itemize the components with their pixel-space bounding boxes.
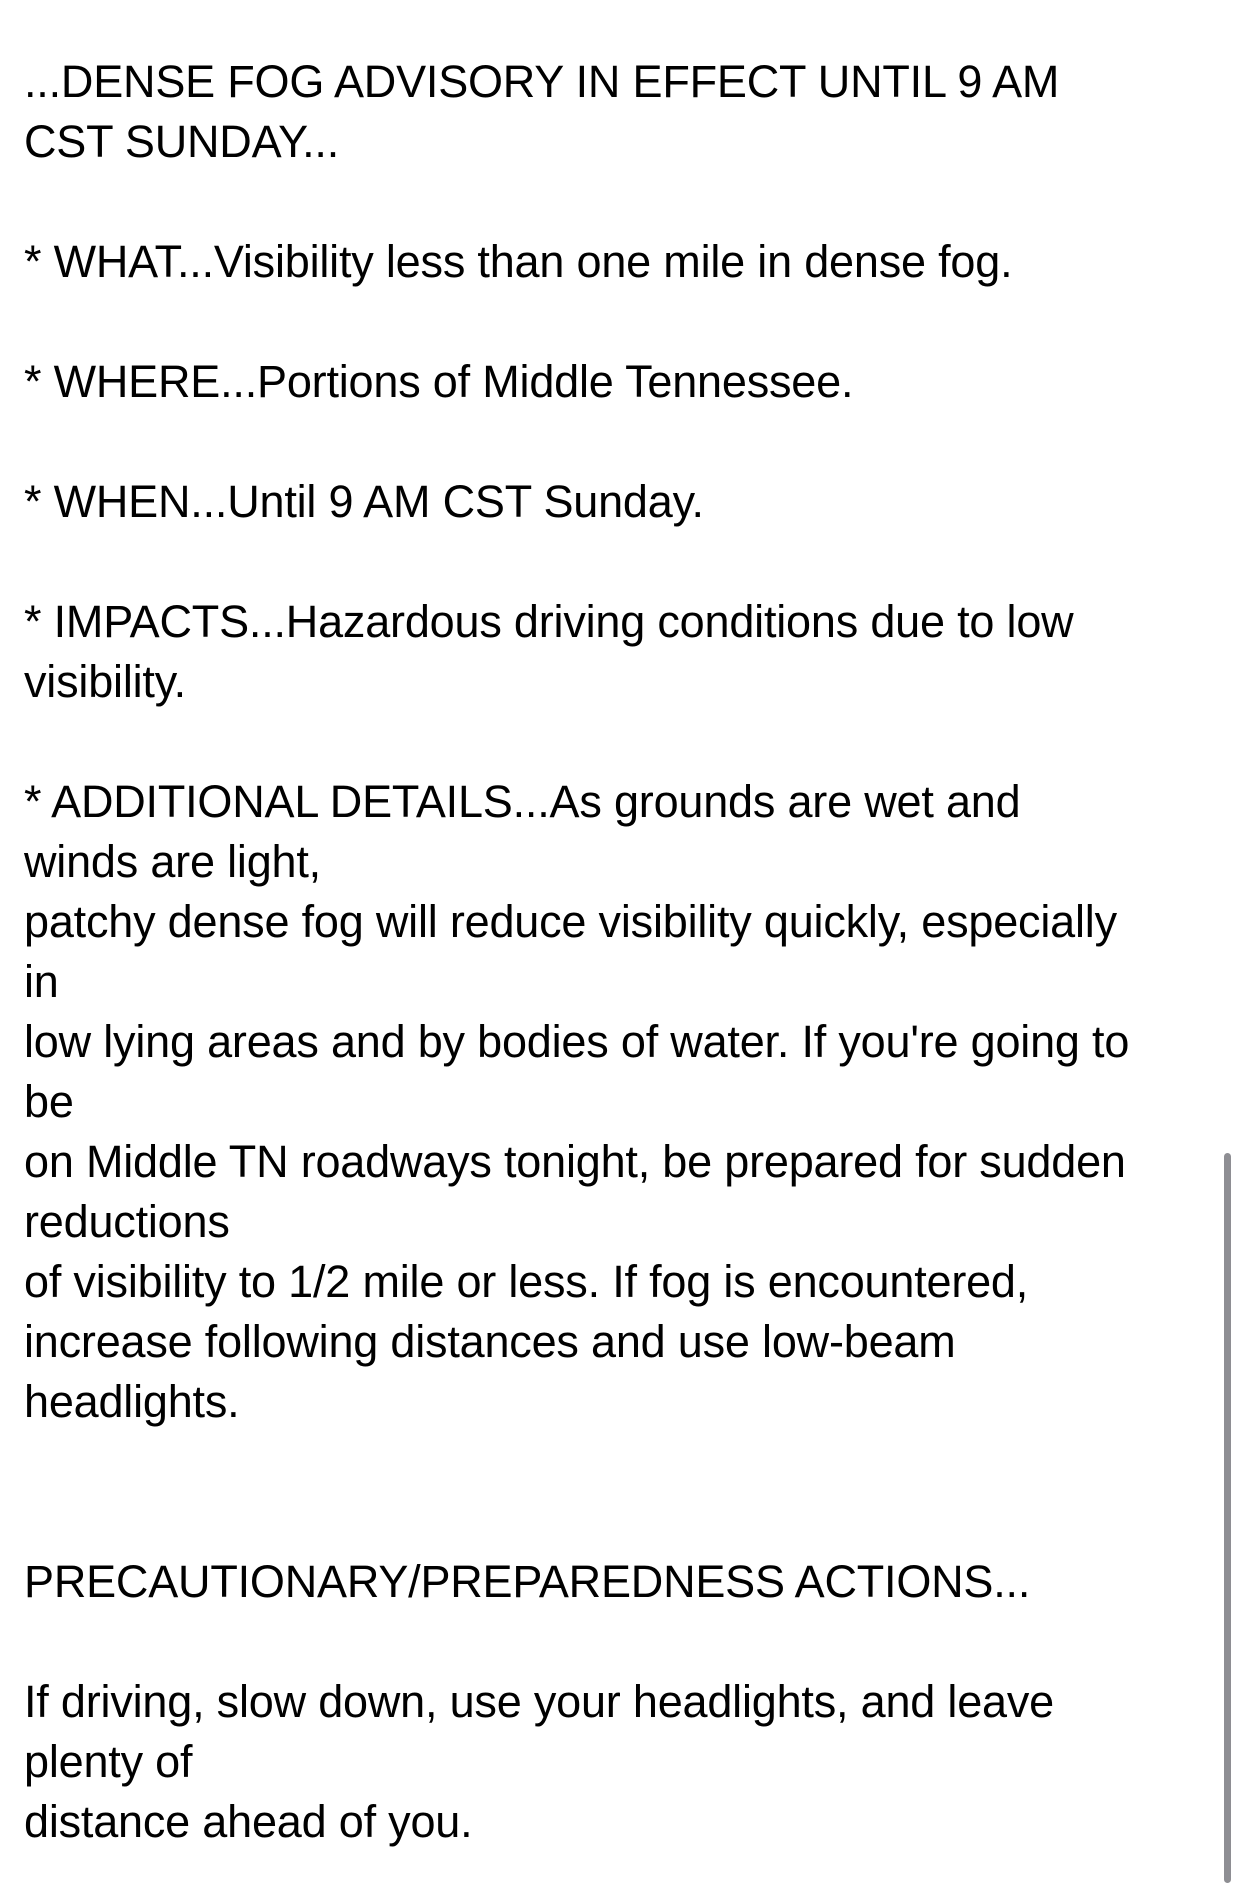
details-line-1: * ADDITIONAL DETAILS...As grounds are wet and bbox=[24, 776, 1021, 827]
what-line: * WHAT...Visibility less than one mile in dense fog. bbox=[24, 236, 1013, 287]
spacer bbox=[24, 1492, 1224, 1552]
details-line-10: increase following distances and use low-beam bbox=[24, 1316, 956, 1367]
spacer bbox=[24, 172, 1224, 232]
vertical-scrollbar[interactable] bbox=[1224, 1153, 1231, 1883]
headline-line-2: CST SUNDAY... bbox=[24, 116, 339, 167]
precautionary-line-3: distance ahead of you. bbox=[24, 1796, 473, 1847]
spacer bbox=[24, 1432, 1224, 1492]
spacer bbox=[24, 532, 1224, 592]
details-line-7: on Middle TN roadways tonight, be prepared for sudden bbox=[24, 1136, 1126, 1187]
precautionary-line-2: plenty of bbox=[24, 1736, 193, 1787]
details-line-3: patchy dense fog will reduce visibility quickly, especially bbox=[24, 896, 1117, 947]
details-line-6: be bbox=[24, 1076, 74, 1127]
precautionary-heading: PRECAUTIONARY/PREPAREDNESS ACTIONS... bbox=[24, 1556, 1031, 1607]
details-line-4: in bbox=[24, 956, 59, 1007]
impacts-line-1: * IMPACTS...Hazardous driving conditions due to low bbox=[24, 596, 1074, 647]
spacer bbox=[24, 712, 1224, 772]
when-line: * WHEN...Until 9 AM CST Sunday. bbox=[24, 476, 704, 527]
impacts-line-2: visibility. bbox=[24, 656, 186, 707]
details-line-11: headlights. bbox=[24, 1376, 240, 1427]
spacer bbox=[24, 1612, 1224, 1672]
headline-line-1: ...DENSE FOG ADVISORY IN EFFECT UNTIL 9 AM bbox=[24, 56, 1060, 107]
details-line-9: of visibility to 1/2 mile or less. If fog is encountered, bbox=[24, 1256, 1029, 1307]
precautionary-line-1: If driving, slow down, use your headlights, and leave bbox=[24, 1676, 1055, 1727]
where-line: * WHERE...Portions of Middle Tennessee. bbox=[24, 356, 854, 407]
details-line-5: low lying areas and by bodies of water. If you're going to bbox=[24, 1016, 1130, 1067]
advisory-text bbox=[24, 52, 1224, 1852]
spacer bbox=[24, 412, 1224, 472]
details-line-8: reductions bbox=[24, 1196, 230, 1247]
spacer bbox=[24, 292, 1224, 352]
details-line-2: winds are light, bbox=[24, 836, 321, 887]
